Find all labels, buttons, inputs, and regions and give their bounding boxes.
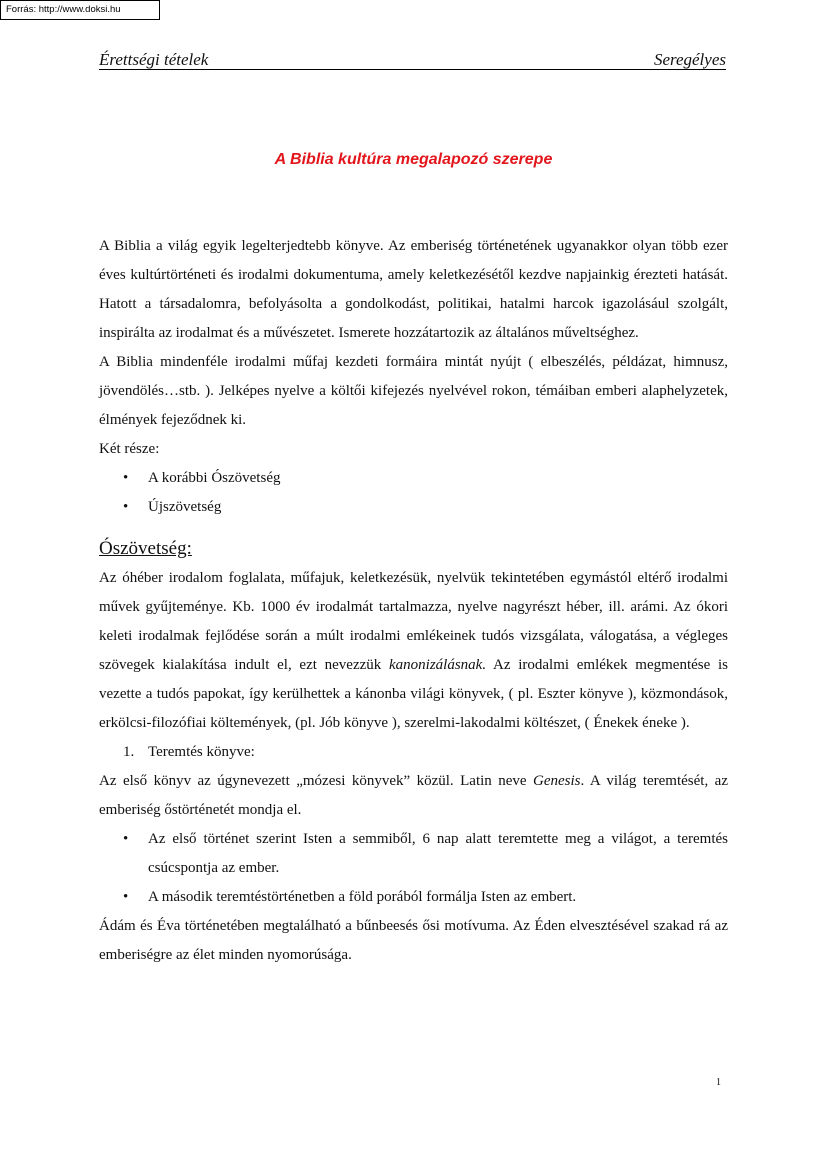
old-testament-paragraph: Az óhéber irodalom foglalata, műfajuk, keletkezésük, nyelvük tekintetében egymástól eltérő irodalmi művek gyűjteménye. Kb. 1000 év irodalmát tartalmazza, nyelve nagyrészt héber, ill. arámi. Az ókori keleti irodalmak fejlődése során a múlt irodalmi emlékeinek tudós vizsgálata, válogatása, a végleges szövegek kialakítása indult el, ezt nevezzük kanonizálásnak. Az irodalmi emlékek megmentése is vezette a tudós papokat, így kerülhettek a kánonba világi könyvek, ( pl. Eszter könyve ), közmondások, erkölcsi-filozófiai költemények, (pl. Jób könyve ), szerelmi-lakodalmi költészet, ( Énekek éneke ). [99,570,728,731]
page-number: 1 [716,1077,721,1088]
numbered-list [99,738,728,767]
parts-label: Két része: [99,441,160,457]
page-header [99,49,726,70]
list-item: 1. Teremtés könyve: [99,738,728,767]
header-right: Seregélyes [653,50,726,69]
canonization-term: kanonizálásnak. [389,657,487,673]
source-banner: Forrás: http://www.doksi.hu [0,0,160,20]
genesis-paragraph: Az első könyv az úgynevezett „mózesi könyvek” közül. Latin neve Genesis. A világ teremtését, az emberiség őstörténetét mondja el. [99,773,728,818]
bullet-icon: • [123,831,129,847]
list-item: • A második teremtéstörténetben a föld porából formálja Isten az embert. [99,883,728,912]
creation-list [99,825,728,912]
closing-paragraph: Ádám és Éva történetében megtalálható a bűnbeesés ősi motívuma. Az Éden elvesztésével szakad rá az emberiségre az élet minden nyomorúsága. [99,918,728,963]
bullet-icon: • [123,470,129,486]
genesis-term: Genesis [533,773,581,789]
parts-list [99,464,728,522]
document-body [99,232,728,970]
bullet-icon: • [123,889,129,905]
intro-paragraph-2: A Biblia mindenféle irodalmi műfaj kezdeti formáira mintát nyújt ( elbeszélés, példázat, himnusz, jövendölés…stb. ). Jelképes nyelve a költői kifejezés nyelvével rokon, témáiban emberi alaphelyzetek, élmények fejeződnek ki. [99,354,728,428]
list-item: • A korábbi Ószövetség [99,464,728,493]
section-heading: Ószövetség: [99,538,192,559]
list-item: • Újszövetség [99,493,728,522]
list-number: 1. [123,744,135,760]
bullet-icon: • [123,499,129,515]
header-left: Érettségi tételek [99,50,209,69]
intro-paragraph-1: A Biblia a világ egyik legelterjedtebb könyve. Az emberiség történetének ugyanakkor olyan több ezer éves kultúrtörténeti és irodalmi dokumentuma, amely keletkezésétől kezdve napjainkig érezteti hatását. Hatott a társadalomra, befolyásolta a gondolkodást, politikai, hatalmi harcok igazolásául szolgált, inspirálta az irodalmat és a művészetet. Ismerete hozzátartozik az általános műveltséghez. [99,238,728,341]
document-title: A Biblia kultúra megalapozó szerepe [274,151,553,168]
list-item: • Az első történet szerint Isten a semmiből, 6 nap alatt teremtette meg a világot, a teremtés csúcspontja az ember. [99,825,728,883]
